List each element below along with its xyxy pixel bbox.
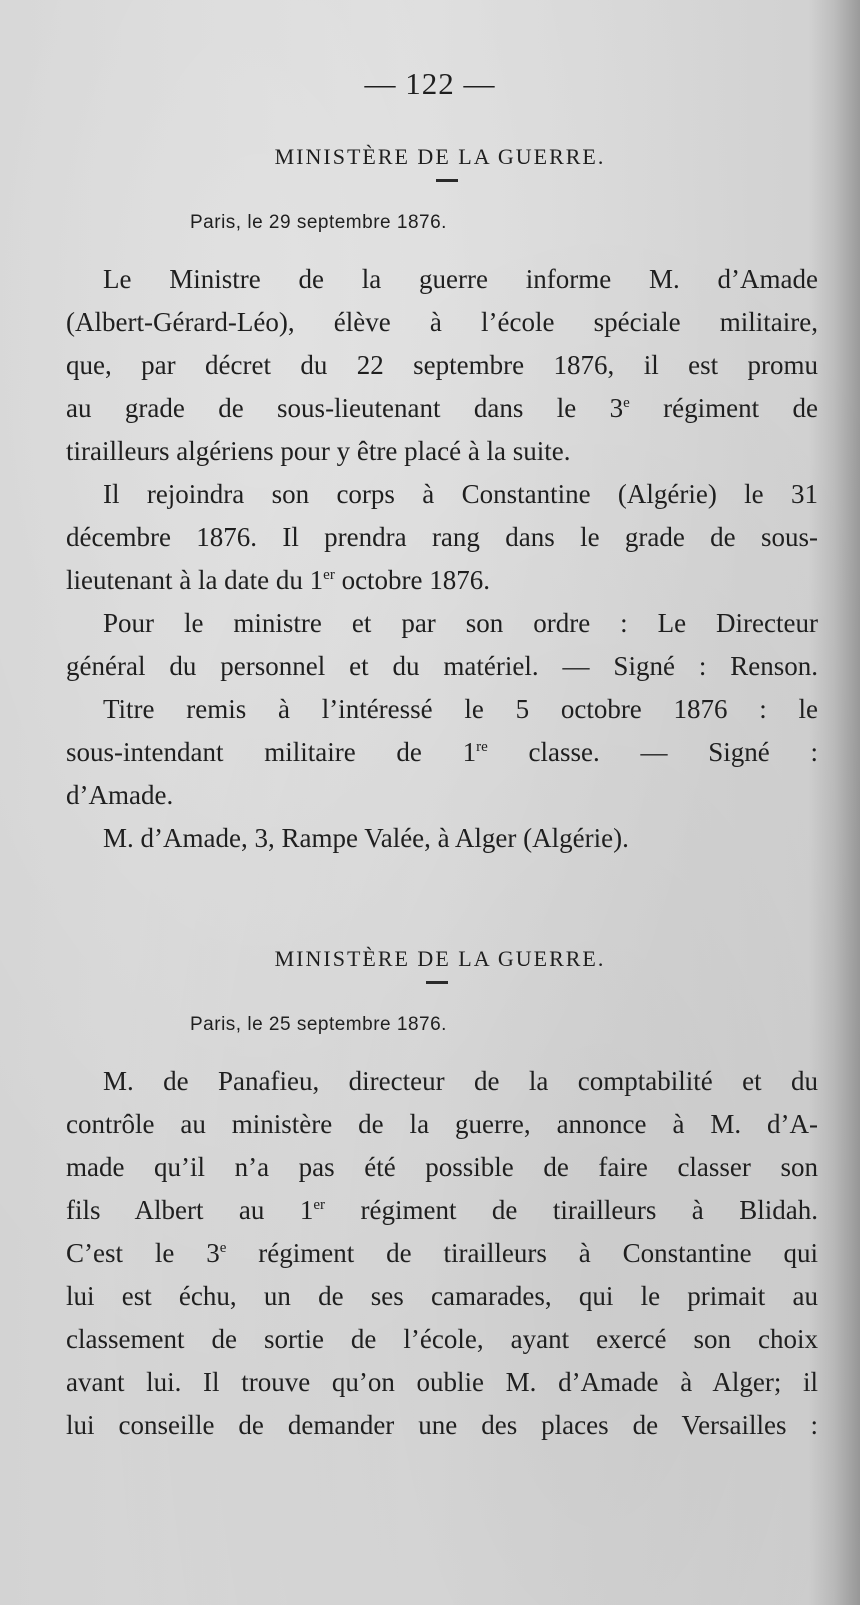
text-line: Pour le ministre et par son ordre : Le Directeur [103, 608, 818, 638]
text-span: classe. — Signé : [487, 737, 818, 767]
text-line: (Albert-Gérard-Léo), élève à l’école spéciale militaire, [66, 307, 818, 337]
text-line: décembre 1876. Il prendra rang dans le grade de sous- [66, 522, 818, 552]
superscript: er [313, 1197, 326, 1213]
superscript: e [219, 1240, 227, 1256]
text-line [66, 1236, 818, 1270]
text-line [66, 1193, 818, 1227]
text-line: général du personnel et du matériel. — Signé : Renson. [66, 651, 818, 681]
section-heading: MINISTÈRE DE LA GUERRE. [274, 144, 606, 169]
section-heading: MINISTÈRE DE LA GUERRE. [274, 946, 606, 971]
text-span: octobre 1876. [334, 565, 491, 595]
text-line: que, par décret du 22 septembre 1876, il est promu [66, 350, 818, 380]
text-line: tirailleurs algériens pour y être placé à la suite. [66, 436, 571, 466]
text-line: lui est échu, un de ses camarades, qui le primait au [66, 1281, 818, 1311]
text-span: lieutenant à la date du 1 [66, 565, 324, 595]
text-line: avant lui. Il trouve qu’on oublie M. d’Amade à Alger; il [66, 1367, 818, 1397]
dateline: Paris, le 29 septembre 1876. [190, 212, 447, 233]
text-line [66, 735, 818, 769]
text-span: régiment de [629, 393, 818, 423]
text-line: Il rejoindra son corps à Constantine (Algérie) le 31 [103, 479, 818, 509]
text-line: M. de Panafieu, directeur de la comptabilité et du [103, 1066, 818, 1096]
text-line: d’Amade. [66, 780, 174, 810]
text-span: sous-intendant militaire de 1 [66, 737, 477, 767]
text-span: régiment de tirailleurs à Blidah. [325, 1195, 818, 1225]
superscript: e [623, 395, 630, 411]
text-line: Titre remis à l’intéressé le 5 octobre 1876 : le [103, 694, 818, 724]
text-span: fils Albert au 1 [66, 1195, 314, 1225]
superscript: er [323, 567, 335, 583]
dateline: Paris, le 25 septembre 1876. [190, 1014, 447, 1035]
text-line: contrôle au ministère de la guerre, annonce à M. d’A- [66, 1109, 818, 1139]
heading-rule [436, 179, 458, 182]
text-line: lui conseille de demander une des places de Versailles : [66, 1410, 818, 1440]
text-line [66, 563, 818, 597]
text-line: made qu’il n’a pas été possible de faire classer son [66, 1152, 818, 1182]
page-number: — 122 — [364, 66, 496, 101]
text-line: classement de sortie de l’école, ayant exercé son choix [66, 1324, 818, 1354]
text-span: au grade de sous-lieutenant dans le 3 [66, 393, 624, 423]
text-span: C’est le 3 [66, 1238, 220, 1268]
text-span: régiment de tirailleurs à Constantine qui [226, 1238, 818, 1268]
text-line: Le Ministre de la guerre informe M. d’Amade [103, 264, 818, 294]
text-line [66, 391, 818, 425]
text-line: M. d’Amade, 3, Rampe Valée, à Alger (Algérie). [103, 823, 629, 853]
heading-rule [426, 981, 448, 984]
superscript: re [476, 739, 488, 755]
